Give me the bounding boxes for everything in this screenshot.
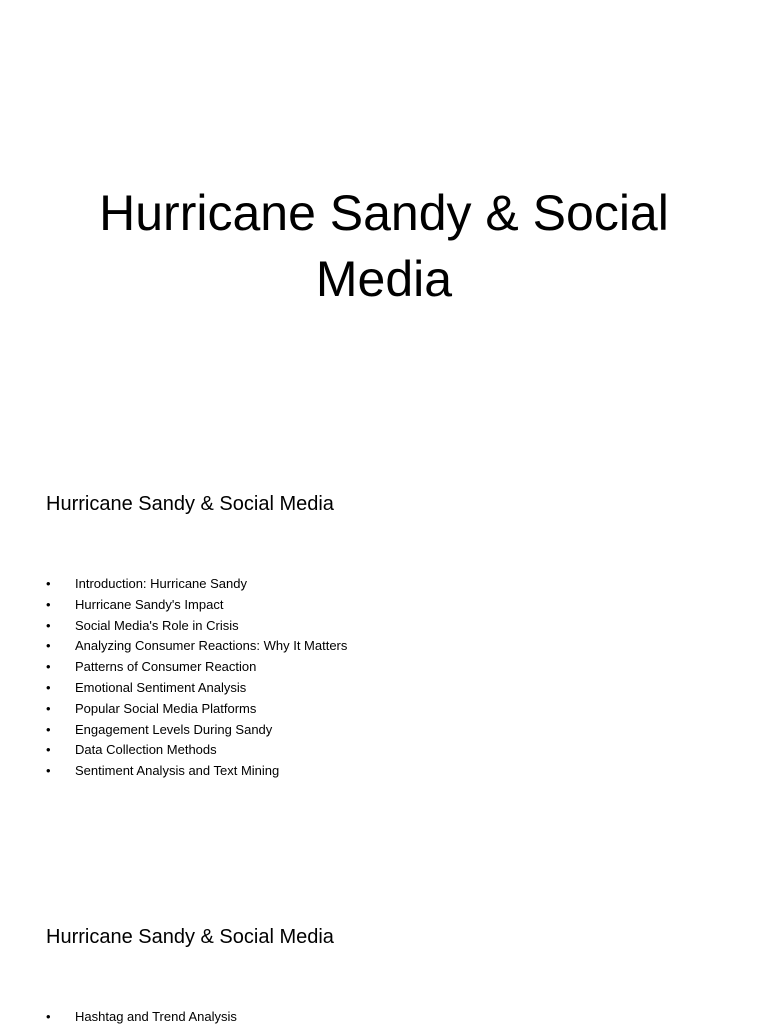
list-item (46, 720, 726, 741)
list-item (46, 657, 726, 678)
slide-title-line-2: Media (315, 251, 453, 307)
bullet-icon: • (46, 742, 51, 758)
bullet-icon: • (46, 721, 51, 737)
bullet-icon: • (46, 638, 51, 654)
list-item-text: Hashtag and Trend Analysis (75, 1009, 237, 1024)
bullet-list (46, 574, 726, 782)
list-item (46, 699, 726, 720)
bullet-icon: • (46, 617, 51, 633)
title-slide (0, 180, 768, 312)
list-item (46, 761, 726, 782)
outline-slide-1 (46, 491, 726, 782)
list-item-text: Social Media's Role in Crisis (75, 617, 239, 633)
bullet-icon: • (46, 596, 51, 612)
slide-title-line-1: Hurricane Sandy & Social (99, 185, 669, 241)
bullet-icon: • (46, 763, 51, 779)
slide-title (0, 180, 768, 312)
slide-heading: Hurricane Sandy & Social Media (46, 926, 334, 948)
list-item (46, 740, 726, 761)
bullet-icon: • (46, 659, 51, 675)
bullet-icon: • (46, 679, 51, 695)
slide-heading: Hurricane Sandy & Social Media (46, 493, 334, 515)
bullet-list (46, 1007, 726, 1024)
bullet-icon: • (46, 576, 51, 591)
list-item-text: Introduction: Hurricane Sandy (75, 576, 247, 591)
list-item (46, 1007, 726, 1024)
list-item-text: Patterns of Consumer Reaction (75, 659, 257, 675)
list-item (46, 616, 726, 637)
list-item-text: Sentiment Analysis and Text Mining (75, 763, 280, 779)
list-item (46, 636, 726, 657)
list-item (46, 574, 726, 595)
list-item-text: Emotional Sentiment Analysis (75, 679, 247, 695)
list-item-text: Analyzing Consumer Reactions: Why It Matters (75, 638, 348, 654)
list-item-text: Engagement Levels During Sandy (75, 721, 273, 737)
bullet-icon: • (46, 700, 51, 716)
list-item-text: Data Collection Methods (75, 742, 217, 758)
outline-slide-2 (46, 924, 726, 1024)
bullet-icon: • (46, 1009, 51, 1024)
list-item-text: Popular Social Media Platforms (75, 700, 257, 716)
list-item-text: Hurricane Sandy's Impact (75, 596, 224, 612)
list-item (46, 595, 726, 616)
list-item (46, 678, 726, 699)
